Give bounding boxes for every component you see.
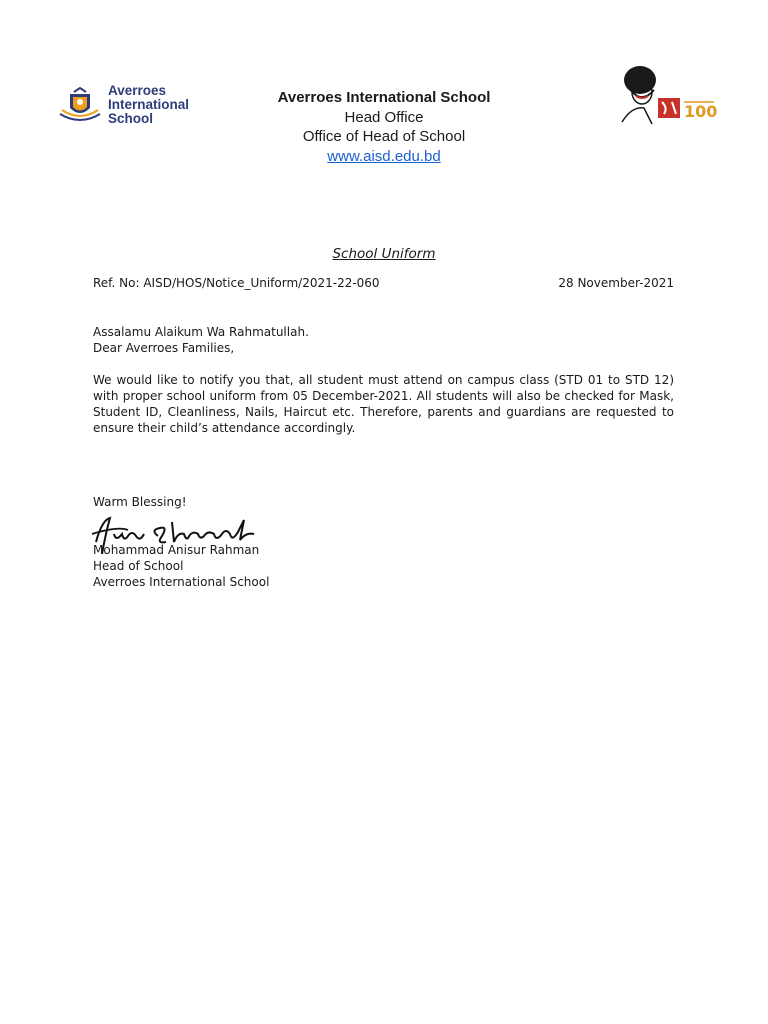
notice-title: School Uniform	[332, 246, 436, 262]
signer-block	[93, 542, 674, 590]
logo-wordmark: Averroes International School	[108, 83, 190, 126]
signer-organization: Averroes International School	[93, 575, 270, 589]
website-link[interactable]: www.aisd.edu.bd	[327, 147, 441, 165]
signer-name: Mohammad Anisur Rahman	[93, 543, 260, 557]
addressee: Dear Averroes Families,	[93, 341, 235, 355]
svg-text:100: 100	[684, 102, 718, 121]
office-name: Head Office	[344, 108, 424, 126]
closing-line: Warm Blessing!	[93, 495, 187, 509]
reference-row	[93, 276, 674, 290]
school-logo	[56, 84, 206, 134]
notice-body: We would like to notify you that, all student must attend on campus class (STD 01 to STD 12) with proper school uniform from 05 December-2021. All students will also be checked for Mask, Student ID, Cleanliness, Nails, Haircut etc. Therefore, parents and guardians are requested to ensure their child’s attendance accordingly.	[93, 373, 674, 435]
notice-date: 28 November-2021	[558, 276, 674, 290]
school-crest-icon	[56, 86, 104, 126]
greeting	[93, 324, 674, 356]
portrait-emblem-icon	[618, 62, 722, 128]
salutation: Assalamu Alaikum Wa Rahmatullah.	[93, 325, 309, 339]
reference-number: Ref. No: AISD/HOS/Notice_Uniform/2021-22-060	[93, 276, 380, 290]
centenary-logo	[618, 62, 722, 128]
school-name: Averroes International School	[277, 89, 491, 106]
signer-title: Head of School	[93, 559, 184, 573]
department-name: Office of Head of School	[302, 128, 466, 145]
letterhead	[234, 88, 534, 166]
